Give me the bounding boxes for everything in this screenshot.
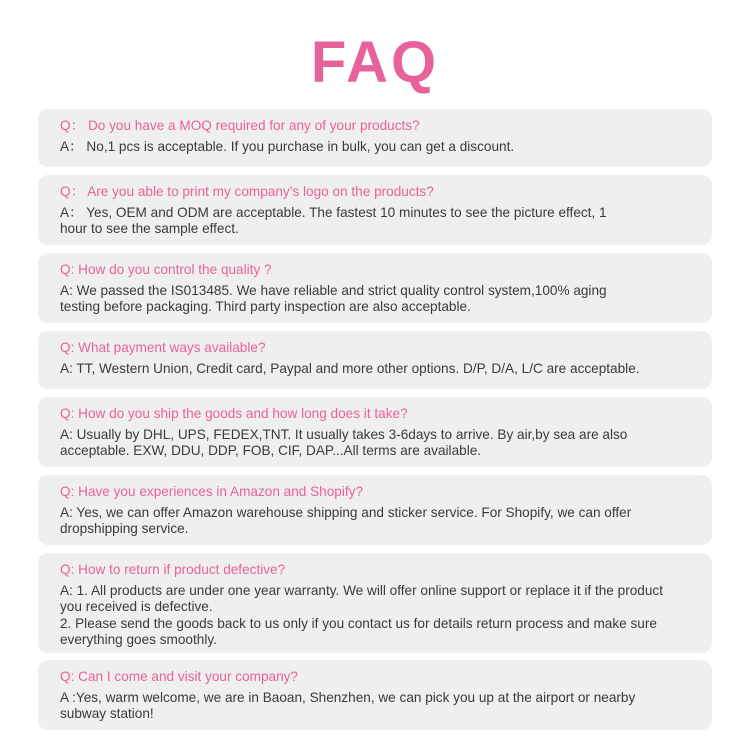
faq-item-return — [38, 553, 712, 653]
faq-item-payment — [38, 331, 712, 389]
faq-answer: A: Yes, we can offer Amazon warehouse shipping and sticker service. For Shopify, we can offer dropshipping service. — [60, 504, 632, 536]
faq-question: Q： Do you have a MOQ required for any of your products? — [60, 118, 420, 133]
page-title: FAQ — [310, 30, 440, 95]
faq-item-amazon-shopify — [38, 475, 712, 545]
faq-item-logo — [38, 175, 712, 245]
faq-answer: A: 1. All products are under one year warranty. We will offer online support or replace it if the product you received is defective. 2. Please send the goods back to us only if you contact us for details return process and make sure everything goes smoothly. — [60, 582, 663, 647]
faq-question: Q: What payment ways available? — [60, 340, 266, 355]
faq-answer: A: Usually by DHL, UPS, FEDEX,TNT. It usually takes 3-6days to arrive. By air,by sea are also acceptable. EXW, DDU, DDP, FOB, CIF, DAP...All terms are available. — [60, 426, 628, 458]
faq-item-moq — [38, 109, 712, 167]
faq-question: Q: How do you control the quality ? — [60, 262, 272, 277]
faq-question: Q: How to return if product defective? — [60, 562, 286, 577]
faq-item-shipping — [38, 397, 712, 467]
faq-answer: A: We passed the IS013485. We have reliable and strict quality control system,100% aging testing before packaging. Third party inspection are also acceptable. — [60, 282, 607, 314]
faq-question: Q: Have you experiences in Amazon and Shopify? — [60, 484, 364, 499]
faq-question: Q： Are you able to print my company’s logo on the products? — [60, 184, 434, 199]
faq-item-quality — [38, 253, 712, 323]
faq-answer: A: TT, Western Union, Credit card, Paypal and more other options. D/P, D/A, L/C are acceptable. — [60, 360, 640, 376]
faq-question: Q: Can I come and visit your company? — [60, 669, 298, 684]
faq-question: Q: How do you ship the goods and how long does it take? — [60, 406, 408, 421]
faq-answer: A： No,1 pcs is acceptable. If you purchase in bulk, you can get a discount. — [60, 138, 515, 154]
faq-answer: A :Yes, warm welcome, we are in Baoan, Shenzhen, we can pick you up at the airport or nearby subway station! — [60, 689, 636, 721]
faq-answer: A： Yes, OEM and ODM are acceptable. The fastest 10 minutes to see the picture effect, 1 hour to see the sample effect. — [60, 204, 607, 236]
faq-item-visit — [38, 660, 712, 730]
